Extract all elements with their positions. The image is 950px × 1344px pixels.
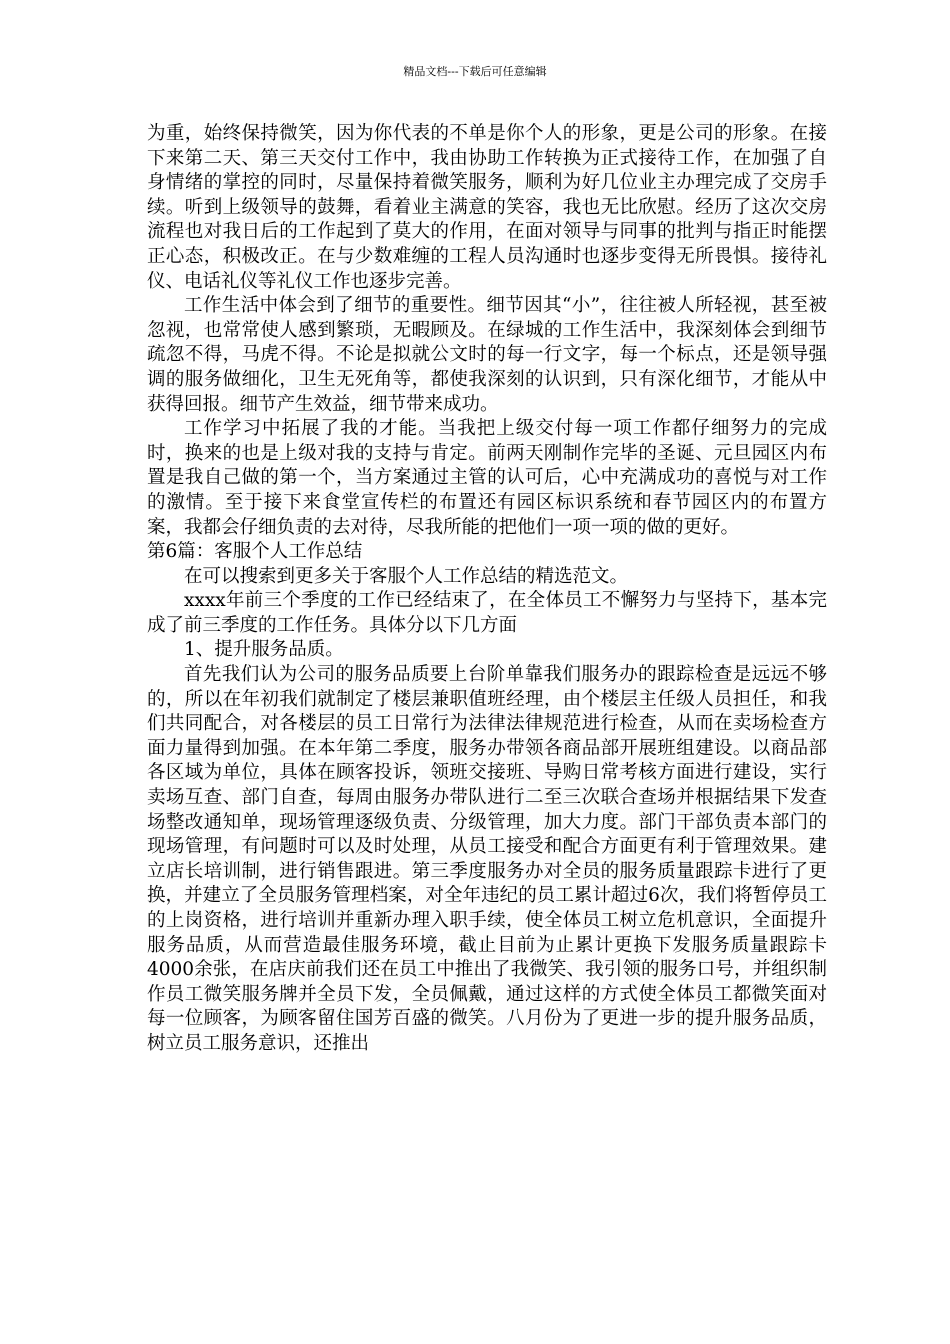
document-body	[147, 122, 827, 1057]
paragraph-skills: 工作学习中拓展了我的才能。当我把上级交付每一项工作都仔细努力的完成时，换来的也是上级对我的支持与肯定。前两天刚制作完毕的圣诞、元旦园区内布置是我自己做的第一个，当方案通过主管的认可后，心中充满成功的喜悦与对工作的激情。至于接下来食堂宣传栏的布置还有园区标识系统和春节园区内的布置方案，我都会仔细负责的去对待，尽我所能的把他们一项一项的做的更好。	[147, 418, 827, 538]
section-heading: 第6篇：客服个人工作总结	[147, 541, 363, 563]
page-header: 精品文档---下载后可任意编辑	[403, 65, 547, 78]
paragraph-summary: xxxx年前三个季度的工作已经结束了，在全体员工不懈努力与坚持下，基本完成了前三季度的工作任务。具体分以下几方面	[147, 590, 827, 636]
paragraph-continued: 为重，始终保持微笑，因为你代表的不单是你个人的形象，更是公司的形象。在接下来第二天、第三天交付工作中，我由协助工作转换为正式接待工作，在加强了自身情绪的掌控的同时，尽量保持着微笑服务，顺利为好几位业主办理完成了交房手续。听到上级领导的鼓舞，看着业主满意的笑容，我也无比欣慰。经历了这次交房流程也对我日后的工作起到了莫大的作用，在面对领导与同事的批判与指正时能摆正心态，积极改正。在与少数难缠的工程人员沟通时也逐步变得无所畏惧。接待礼仪、电话礼仪等礼仪工作也逐步完善。	[147, 123, 827, 292]
paragraph-details: 工作生活中体会到了细节的重要性。细节因其“小”，往往被人所轻视，甚至被忽视，也常常使人感到繁琐，无暇顾及。在绿城的工作生活中，我深刻体会到细节疏忽不得，马虎不得。不论是拟就公文时的每一行文字，每一个标点，还是领导强调的服务做细化，卫生无死角等，都使我深刻的认识到，只有深化细节，才能从中获得回报。细节产生效益，细节带来成功。	[147, 295, 827, 415]
list-item-heading: 1、提升服务品质。	[184, 639, 344, 661]
paragraph-intro: 在可以搜索到更多关于客服个人工作总结的精选范文。	[184, 565, 629, 587]
paragraph-service-quality: 首先我们认为公司的服务品质要上台阶单靠我们服务办的跟踪检查是远远不够的，所以在年初我们就制定了楼层兼职值班经理，由个楼层主任级人员担任，和我们共同配合，对各楼层的员工日常行为法律法律规范进行检查，从而在卖场检查方面力量得到加强。在本年第二季度，服务办带领各商品部开展班组建设。以商品部各区域为单位，具体在顾客投诉，领班交接班、导购日常考核方面进行建设，实行卖场互查、部门自查，每周由服务办带队进行二至三次联合查场并根据结果下发查场整改通知单，现场管理逐级负责、分级管理，加大力度。部门干部负责本部门的现场管理，有问题时可以及时处理，从员工接受和配合方面更有利于管理效果。建立店长培训制，进行销售跟进。第三季度服务办对全员的服务质量跟踪卡进行了更换，并建立了全员服务管理档案，对全年违纪的员工累计超过6次，我们将暂停员工的上岗资格，进行培训并重新办理入职手续，使全体员工树立危机意识，全面提升服务品质，从而营造最佳服务环境，截止目前为止累计更换下发服务质量跟踪卡4000余张，在店庆前我们还在员工中推出了我微笑、我引领的服务口号，并组织制作员工微笑服务牌并全员下发，全员佩戴，通过这样的方式使全体员工都微笑面对每一位顾客，为顾客留住国芳百盛的微笑。八月份为了更进一步的提升服务品质，树立员工服务意识，还推出	[147, 664, 827, 1054]
